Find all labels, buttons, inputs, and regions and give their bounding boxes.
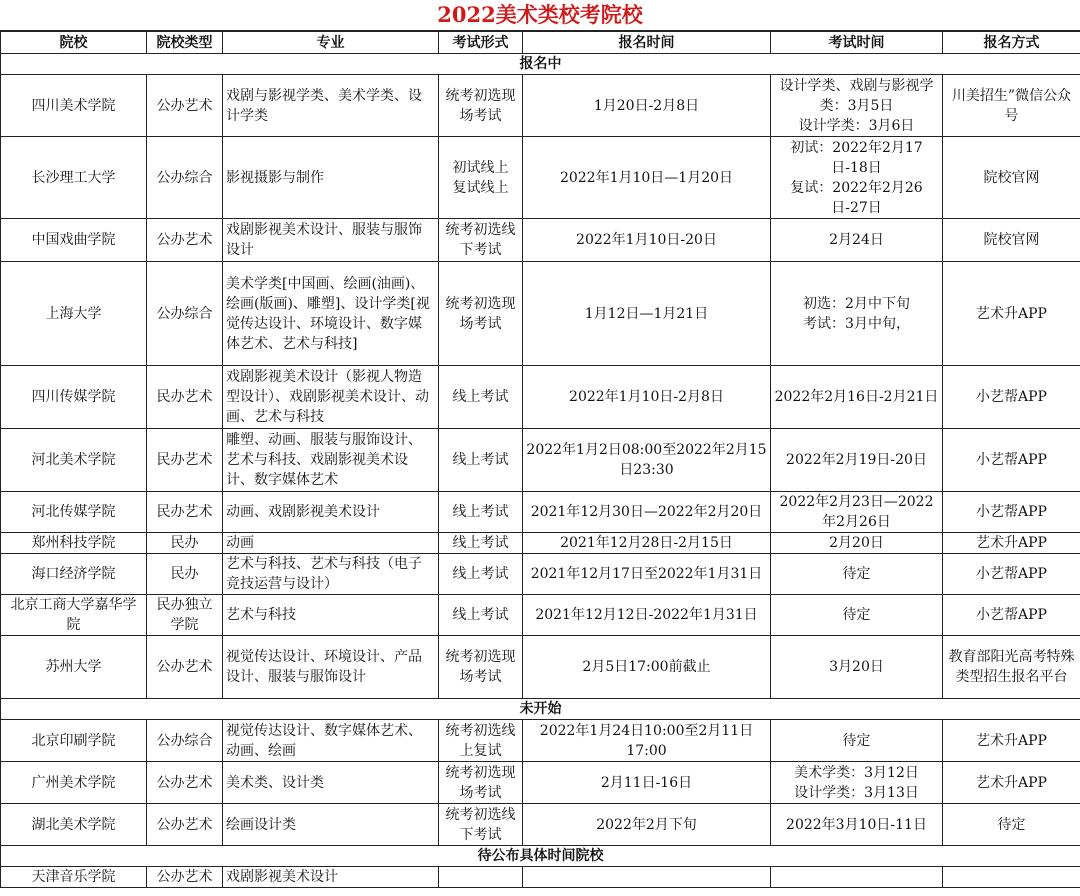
exam-form-cell: 线上考试 — [439, 429, 523, 492]
header-major: 专业 — [223, 32, 439, 54]
section-row — [1, 699, 1080, 720]
table-row — [1, 636, 1080, 699]
reg-method-cell: 小艺帮APP — [943, 366, 1080, 429]
exam-time-cell: 初选：2月中下旬 考试：3月中旬， — [771, 262, 943, 366]
reg-time-cell: 2022年2月下旬 — [523, 804, 771, 846]
reg-time-cell: 2021年12月30日—2022年2月20日 — [523, 492, 771, 533]
exam-form-cell: 统考初选线上复试 — [439, 720, 523, 762]
school-cell: 北京印刷学院 — [1, 720, 147, 762]
exam-form-cell: 统考初选现场考试 — [439, 262, 523, 366]
major-cell: 视觉传达设计、数字媒体艺术、动画、绘画 — [223, 720, 439, 762]
exam-form-cell: 线上考试 — [439, 492, 523, 533]
reg-method-cell: 教育部阳光高考特殊类型招生报名平台 — [943, 636, 1080, 699]
exam-form-cell: 线上考试 — [439, 366, 523, 429]
type-cell: 公办艺术 — [147, 867, 223, 888]
exam-time-cell: 美术学类：3月12日 设计学类：3月13日 — [771, 762, 943, 804]
table-row — [1, 533, 1080, 554]
reg-time-cell — [523, 867, 771, 888]
school-cell: 广州美术学院 — [1, 762, 147, 804]
major-cell: 动画、戏剧影视美术设计 — [223, 492, 439, 533]
header-reg-method: 报名方式 — [943, 32, 1080, 54]
table-row — [1, 554, 1080, 595]
section-label: 报名中 — [1, 54, 1080, 75]
exam-form-cell: 统考初选线下考试 — [439, 804, 523, 846]
table-row — [1, 366, 1080, 429]
section-label: 待公布具体时间院校 — [1, 846, 1080, 867]
exam-time-cell: 2月20日 — [771, 533, 943, 554]
exam-form-cell: 统考初选现场考试 — [439, 762, 523, 804]
table-row — [1, 762, 1080, 804]
type-cell: 民办艺术 — [147, 366, 223, 429]
major-cell: 动画 — [223, 533, 439, 554]
reg-time-cell: 2021年12月28日-2月15日 — [523, 533, 771, 554]
school-cell: 中国戏曲学院 — [1, 219, 147, 262]
reg-time-cell: 2022年1月10日-2月8日 — [523, 366, 771, 429]
school-cell: 河北传媒学院 — [1, 492, 147, 533]
major-cell: 戏剧影视美术设计（影视人物造型设计）、戏剧影视美术设计、动画、艺术与科技 — [223, 366, 439, 429]
table-row — [1, 595, 1080, 636]
major-cell: 艺术与科技 — [223, 595, 439, 636]
sheet-title: 2022美术类校考院校 — [0, 0, 1080, 31]
type-cell: 公办艺术 — [147, 219, 223, 262]
exam-form-cell: 统考初选现场考试 — [439, 636, 523, 699]
type-cell: 民办艺术 — [147, 429, 223, 492]
exam-time-cell: 待定 — [771, 720, 943, 762]
exam-time-cell: 2022年3月10日-11日 — [771, 804, 943, 846]
reg-time-cell: 2月5日17:00前截止 — [523, 636, 771, 699]
major-cell: 雕塑、动画、服装与服饰设计、艺术与科技、戏剧影视美术设计、数字媒体艺术 — [223, 429, 439, 492]
reg-method-cell: 艺术升APP — [943, 262, 1080, 366]
reg-time-cell: 2021年12月17日至2022年1月31日 — [523, 554, 771, 595]
school-cell: 北京工商大学嘉华学院 — [1, 595, 147, 636]
type-cell: 民办独立学院 — [147, 595, 223, 636]
exam-form-cell: 线上考试 — [439, 554, 523, 595]
table-row — [1, 262, 1080, 366]
reg-method-cell: 小艺帮APP — [943, 492, 1080, 533]
exam-time-cell: 待定 — [771, 595, 943, 636]
reg-method-cell: 院校官网 — [943, 219, 1080, 262]
reg-method-cell: 待定 — [943, 804, 1080, 846]
table-row — [1, 720, 1080, 762]
table-row — [1, 867, 1080, 888]
exam-time-cell: 2月24日 — [771, 219, 943, 262]
major-cell: 绘画设计类 — [223, 804, 439, 846]
reg-time-cell: 2022年1月10日-20日 — [523, 219, 771, 262]
school-cell: 湖北美术学院 — [1, 804, 147, 846]
type-cell: 公办综合 — [147, 137, 223, 219]
major-cell: 视觉传达设计、环境设计、产品设计、服装与服饰设计 — [223, 636, 439, 699]
type-cell: 民办 — [147, 533, 223, 554]
reg-method-cell: 艺术升APP — [943, 533, 1080, 554]
exam-form-cell: 初试线上 复试线上 — [439, 137, 523, 219]
major-cell: 美术学类[中国画、绘画(油画)、绘画(版画)、雕塑]、设计学类[视觉传达设计、环境设计、数字媒体艺术、艺术与科技] — [223, 262, 439, 366]
school-cell: 上海大学 — [1, 262, 147, 366]
header-school: 院校 — [1, 32, 147, 54]
school-cell: 长沙理工大学 — [1, 137, 147, 219]
type-cell: 公办综合 — [147, 262, 223, 366]
reg-method-cell: 艺术升APP — [943, 720, 1080, 762]
table-row — [1, 429, 1080, 492]
reg-time-cell: 1月12日—1月21日 — [523, 262, 771, 366]
type-cell: 公办艺术 — [147, 804, 223, 846]
header-row — [1, 32, 1080, 54]
header-reg-time: 报名时间 — [523, 32, 771, 54]
table-row — [1, 804, 1080, 846]
reg-method-cell: 艺术升APP — [943, 762, 1080, 804]
major-cell: 戏剧影视美术设计 — [223, 867, 439, 888]
exam-time-cell: 2022年2月23日—2022年2月26日 — [771, 492, 943, 533]
major-cell: 艺术与科技、艺术与科技（电子竞技运营与设计） — [223, 554, 439, 595]
exam-form-cell: 统考初选线下考试 — [439, 219, 523, 262]
exam-time-cell: 待定 — [771, 554, 943, 595]
table-row — [1, 137, 1080, 219]
exam-time-cell: 设计学类、戏剧与影视学类：3月5日 设计学类：3月6日 — [771, 75, 943, 137]
table-row — [1, 492, 1080, 533]
exam-form-cell: 统考初选现场考试 — [439, 75, 523, 137]
schools-table — [0, 31, 1080, 888]
reg-time-cell: 2022年1月10日—1月20日 — [523, 137, 771, 219]
table-row — [1, 219, 1080, 262]
reg-time-cell: 2月11日-16日 — [523, 762, 771, 804]
exam-form-cell — [439, 867, 523, 888]
school-cell: 四川传媒学院 — [1, 366, 147, 429]
header-exam-time: 考试时间 — [771, 32, 943, 54]
school-cell: 四川美术学院 — [1, 75, 147, 137]
exam-time-cell: 3月20日 — [771, 636, 943, 699]
table-row — [1, 75, 1080, 137]
reg-method-cell: 小艺帮APP — [943, 429, 1080, 492]
type-cell: 公办艺术 — [147, 75, 223, 137]
type-cell: 民办 — [147, 554, 223, 595]
major-cell: 美术类、设计类 — [223, 762, 439, 804]
section-row — [1, 54, 1080, 75]
type-cell: 民办艺术 — [147, 492, 223, 533]
school-cell: 郑州科技学院 — [1, 533, 147, 554]
reg-method-cell: 小艺帮APP — [943, 595, 1080, 636]
header-type: 院校类型 — [147, 32, 223, 54]
reg-time-cell: 2022年1月24日10:00至2月11日17:00 — [523, 720, 771, 762]
header-exam-form: 考试形式 — [439, 32, 523, 54]
reg-method-cell: 院校官网 — [943, 137, 1080, 219]
major-cell: 戏剧影视美术设计、服装与服饰设计 — [223, 219, 439, 262]
exam-time-cell — [771, 867, 943, 888]
reg-method-cell: 川美招生”微信公众号 — [943, 75, 1080, 137]
school-cell: 苏州大学 — [1, 636, 147, 699]
school-cell: 海口经济学院 — [1, 554, 147, 595]
exam-form-cell: 线上考试 — [439, 595, 523, 636]
type-cell: 公办艺术 — [147, 762, 223, 804]
type-cell: 公办艺术 — [147, 636, 223, 699]
major-cell: 影视摄影与制作 — [223, 137, 439, 219]
reg-time-cell: 2021年12月12日-2022年1月31日 — [523, 595, 771, 636]
reg-time-cell: 1月20日-2月8日 — [523, 75, 771, 137]
exam-time-cell: 初试：2022年2月17日-18日 复试：2022年2月26日-27日 — [771, 137, 943, 219]
exam-time-cell: 2022年2月16日-2月21日 — [771, 366, 943, 429]
section-row — [1, 846, 1080, 867]
exam-form-cell: 线上考试 — [439, 533, 523, 554]
section-label: 未开始 — [1, 699, 1080, 720]
school-cell: 天津音乐学院 — [1, 867, 147, 888]
exam-time-cell: 2022年2月19日-20日 — [771, 429, 943, 492]
major-cell: 戏剧与影视学类、美术学类、设计学类 — [223, 75, 439, 137]
reg-time-cell: 2022年1月2日08:00至2022年2月15日23:30 — [523, 429, 771, 492]
school-cell: 河北美术学院 — [1, 429, 147, 492]
type-cell: 公办综合 — [147, 720, 223, 762]
reg-method-cell — [943, 867, 1080, 888]
reg-method-cell: 小艺帮APP — [943, 554, 1080, 595]
